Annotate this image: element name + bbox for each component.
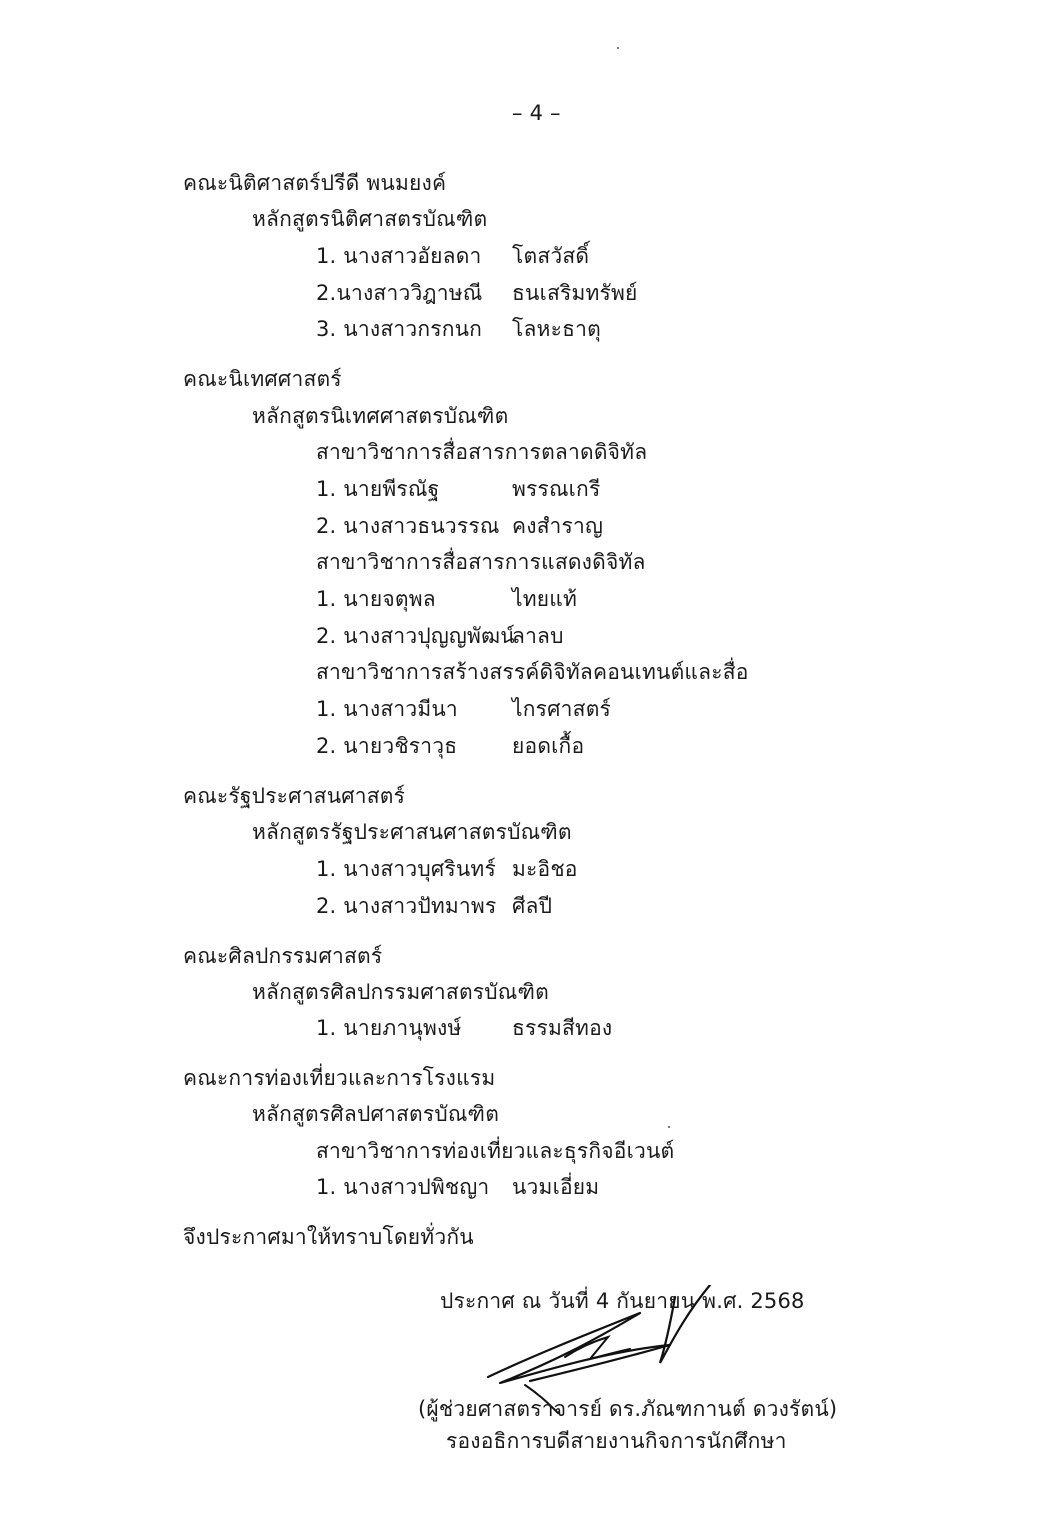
student-name: 1. นางสาวปพิชญา (316, 1175, 490, 1199)
student-surname: ศีลปี (512, 894, 553, 918)
student-surname: คงสำราญ (512, 514, 604, 538)
student-surname: พรรณเกรี (512, 477, 601, 501)
announcement-date: ประกาศ ณ วันที่ 4 กันยายน พ.ศ. 2568 (440, 1289, 805, 1313)
student-surname: ธรรมสีทอง (512, 1016, 613, 1040)
student-surname: มะอิชอ (512, 857, 578, 881)
student-surname: ยอดเกื้อ (512, 734, 585, 758)
closing-statement: จึงประกาศมาให้ทราบโดยทั่วกัน (183, 1225, 474, 1249)
faculty-heading: คณะนิเทศศาสตร์ (183, 367, 342, 391)
page-number: – 4 – (512, 101, 561, 125)
program-heading: หลักสูตรนิติศาสตรบัณฑิต (252, 207, 488, 231)
faculty-heading: คณะการท่องเที่ยวและการโรงแรม (183, 1066, 496, 1090)
scan-speck (668, 1126, 670, 1128)
student-surname: โตสวัสดิ์ (512, 244, 590, 268)
student-surname: ไกรศาสตร์ (512, 697, 612, 721)
program-heading: หลักสูตรรัฐประศาสนศาสตรบัณฑิต (252, 820, 572, 844)
signatory-name: (ผู้ช่วยศาสตราจารย์ ดร.ภัณฑกานต์ ดวงรัตน์) (418, 1397, 838, 1421)
student-name: 1. นางสาวบุศรินทร์ (316, 857, 496, 881)
student-surname: นวมเอี่ยม (512, 1175, 600, 1199)
student-name: 2. นางสาวธนวรรณ (316, 514, 500, 538)
student-name: 1. นายภานุพงษ์ (316, 1016, 462, 1040)
major-heading: สาขาวิชาการท่องเที่ยวและธุรกิจอีเวนต์ (316, 1139, 675, 1163)
faculty-heading: คณะรัฐประศาสนศาสตร์ (183, 784, 406, 808)
student-name: 1. นายจตุพล (316, 587, 436, 611)
student-name: 2. นางสาวปัทมาพร (316, 894, 497, 918)
scan-speck (617, 47, 619, 49)
student-name: 1. นางสาวมีนา (316, 697, 458, 721)
program-heading: หลักสูตรศิลปศาสตรบัณฑิต (252, 1102, 500, 1126)
student-surname: ลาลบ (512, 624, 564, 648)
signature-stroke (660, 1285, 710, 1363)
faculty-heading: คณะนิติศาสตร์ปรีดี พนมยงค์ (183, 171, 447, 195)
major-heading: สาขาวิชาการสื่อสารการตลาดดิจิทัล (316, 440, 648, 464)
program-heading: หลักสูตรศิลปกรรมศาสตรบัณฑิต (252, 980, 549, 1004)
student-name: 1. นางสาวอัยลดา (316, 244, 482, 268)
major-heading: สาขาวิชาการสื่อสารการแสดงดิจิทัล (316, 550, 646, 574)
student-name: 2.นางสาววิฎาษณี (316, 281, 483, 305)
faculty-heading: คณะศิลปกรรมศาสตร์ (183, 944, 383, 968)
student-name: 1. นายพีรณัฐ (316, 477, 440, 501)
major-heading: สาขาวิชาการสร้างสรรค์ดิจิทัลคอนเทนต์และสื่อ (316, 660, 749, 684)
signatory-title: รองอธิการบดีสายงานกิจการนักศึกษา (446, 1429, 787, 1453)
student-surname: ธนเสริมทรัพย์ (512, 281, 638, 305)
program-heading: หลักสูตรนิเทศศาสตรบัณฑิต (252, 404, 509, 428)
student-surname: ไทยแท้ (512, 587, 578, 611)
student-name: 2. นางสาวปุญญพัฒน์ (316, 624, 515, 648)
student-surname: โลหะธาตุ (512, 317, 601, 341)
student-name: 3. นางสาวกรกนก (316, 317, 483, 341)
student-name: 2. นายวชิราวุธ (316, 734, 458, 758)
